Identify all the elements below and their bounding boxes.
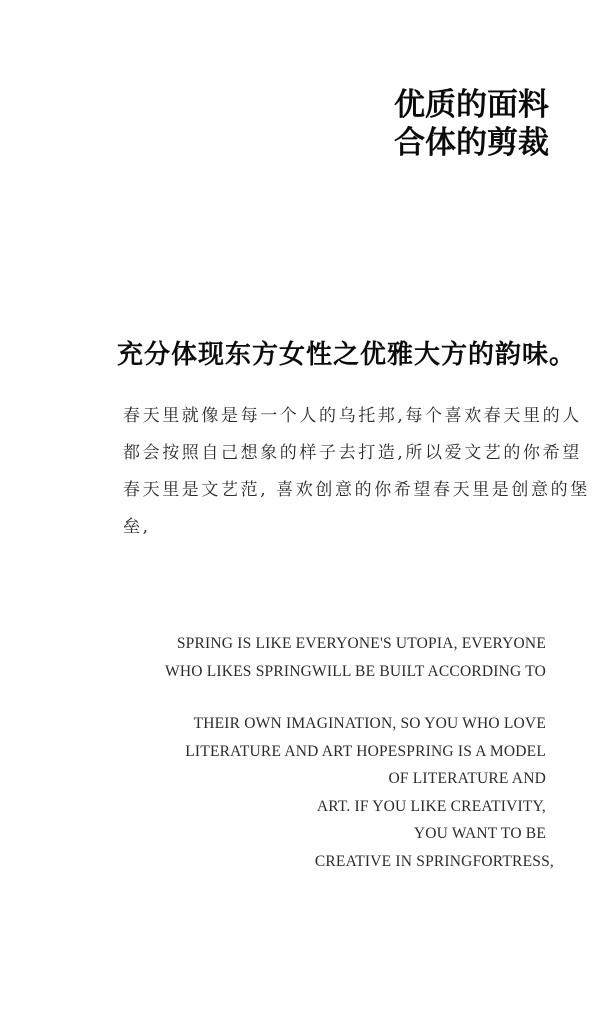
chinese-line-2: 都会按照自己想象的样子去打造,所以爱文艺的你希望 [123, 443, 582, 463]
english-line-4: LITERATURE AND ART HOPESPRING IS A MODEL [185, 742, 546, 760]
english-line-1: SPRING IS LIKE EVERYONE'S UTOPIA, EVERYONE [176, 635, 546, 652]
chinese-paragraph [123, 398, 593, 546]
english-line-2: WHO LIKES SPRINGWILL BE BUILT ACCORDING TO [165, 662, 546, 680]
english-line-8: CREATIVE IN SPRINGFORTRESS, [314, 852, 554, 870]
english-paragraph [165, 630, 554, 875]
chinese-line-3: 春天里是文艺范, 喜欢创意的你希望春天里是创意的堡 [123, 480, 590, 500]
paragraph-gap [165, 685, 546, 710]
title-block [394, 86, 564, 162]
chinese-line-4: 垒, [123, 517, 151, 537]
english-line-6: ART. IF YOU LIKE CREATIVITY, [316, 797, 546, 815]
title-line-1: 优质的面料 [394, 87, 549, 123]
english-line-3: THEIR OWN IMAGINATION, SO YOU WHO LOVE [193, 715, 546, 732]
headline: 充分体现东方女性之优雅大方的韵味。 [117, 340, 577, 370]
chinese-line-1: 春天里就像是每一个人的乌托邦,每个喜欢春天里的人 [123, 406, 582, 426]
title-line-2: 合体的剪裁 [394, 125, 549, 161]
english-line-5: OF LITERATURE AND [388, 770, 546, 787]
english-line-7: YOU WANT TO BE [413, 825, 546, 842]
